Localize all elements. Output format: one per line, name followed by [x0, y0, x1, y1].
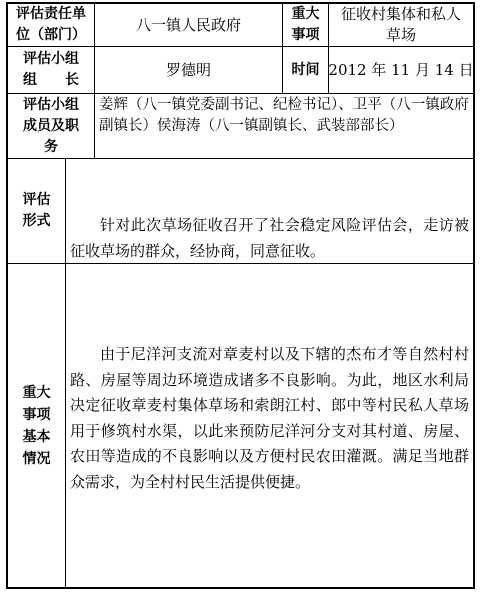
basic-label-line: 重大	[22, 384, 51, 401]
form-value: 针对此次草场征收召开了社会稳定风险评估会，走访被征收草场的群众，经协商，同意征收。	[70, 216, 469, 260]
leader-label-line: 组 长	[23, 72, 79, 88]
basic-label-line: 情况	[22, 450, 51, 467]
time-value: 2012 年 11 月 14 日	[328, 60, 474, 79]
form-label-line: 评估	[22, 192, 51, 208]
members-value: 姜辉（八一镇党委副书记、纪检书记）、卫平（八一镇政府副镇长）侯海涛（八一镇副镇长、武装部部长）	[99, 97, 469, 134]
leader-value: 罗德明	[165, 60, 211, 79]
assessment-form-table	[6, 2, 475, 589]
basic-value: 由于尼洋河支流对章麦村以及下辖的杰布才等自然村村路、房屋等周边环境造成诸多不良影响。为此，地区水利局决定征收章麦村集体草场和索朗江村、郎中等村民私人草场用于修筑村水渠，以此来预防尼洋河分支对其村道、房屋、农田等造成的不良影响以及方便村民农田灌溉。满足当地群众需求，为全村村民生活提供便捷。	[70, 345, 469, 491]
unit-label: 评估责任单位（部门）	[16, 6, 86, 43]
basic-label-line: 事项	[22, 406, 51, 423]
row-divider	[8, 158, 473, 159]
item-label: 重大事项	[291, 6, 320, 43]
basic-label	[8, 264, 65, 587]
column-divider	[65, 158, 66, 587]
leader-label-line: 评估小组	[23, 51, 79, 67]
time-label: 时间	[291, 61, 320, 78]
members-label: 评估小组成员及职务	[23, 96, 79, 155]
form-label-line: 形式	[22, 213, 51, 229]
leader-label	[8, 47, 94, 93]
basic-label-line: 基本	[22, 428, 51, 445]
form-label	[8, 159, 65, 263]
unit-value: 八一镇人民政府	[135, 15, 241, 34]
item-value: 征收村集体和私人草场	[340, 5, 461, 44]
